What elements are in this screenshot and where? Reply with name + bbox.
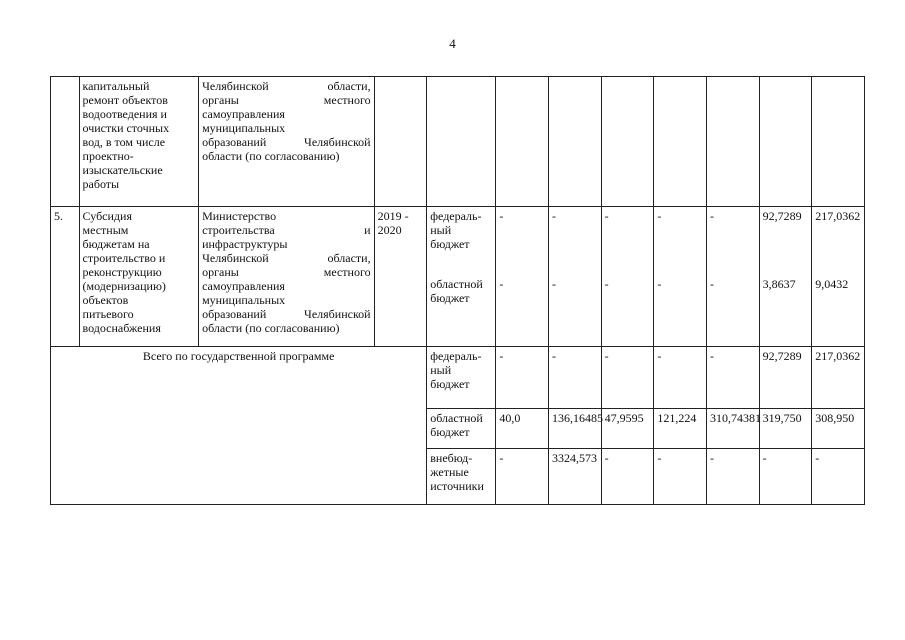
text-line: внебюд- xyxy=(430,451,473,465)
text-line: бюджетам на xyxy=(82,237,150,251)
value-cell xyxy=(706,77,759,207)
value: - xyxy=(657,209,662,223)
text-line: вод, в том числе xyxy=(82,135,166,149)
text-line: изыскательские xyxy=(82,163,163,177)
text-line: питьевого xyxy=(82,307,134,321)
value: - xyxy=(709,277,714,291)
text-line: бюджет xyxy=(430,377,470,391)
table-row xyxy=(51,77,865,207)
text-line: Челябинской области, xyxy=(202,251,371,265)
value-cell: - xyxy=(601,347,654,409)
value-cell: 217,0362 xyxy=(812,347,865,409)
value-cell: 3324,573 xyxy=(549,449,602,505)
value-cell: 40,0 xyxy=(496,409,549,449)
text-line: ремонт объектов xyxy=(82,93,168,107)
value-cell: 319,750 xyxy=(759,409,812,449)
text-line: инфраструктуры xyxy=(202,237,288,251)
value-cell xyxy=(549,207,602,347)
value-cell: - xyxy=(654,347,707,409)
text-line: образований Челябинской xyxy=(202,135,371,149)
value-cell: - xyxy=(706,347,759,409)
text-line: федераль- xyxy=(430,209,482,223)
org-cell xyxy=(199,207,375,347)
source-cell xyxy=(427,77,496,207)
total-label: Всего по государственной программе xyxy=(51,347,427,505)
value-cell xyxy=(812,77,865,207)
name-cell xyxy=(79,207,199,347)
value: 217,0362 xyxy=(815,209,861,223)
text-line: области (по согласованию) xyxy=(202,321,340,335)
text-line: Челябинской области, xyxy=(202,79,371,93)
value-cell: 310,74381 xyxy=(706,409,759,449)
text-line: строительство и xyxy=(82,251,166,265)
value: 9,0432 xyxy=(815,277,849,291)
value: - xyxy=(552,209,557,223)
program-table xyxy=(50,76,865,505)
years-cell: 2019 - 2020 xyxy=(374,207,427,347)
text-line: объектов xyxy=(82,293,129,307)
value: - xyxy=(499,209,504,223)
value-cell: - xyxy=(496,449,549,505)
org-cell xyxy=(199,77,375,207)
value: 3,8637 xyxy=(762,277,796,291)
text-line: самоуправления xyxy=(202,279,285,293)
text-line: бюджет xyxy=(430,237,470,251)
text-line: (модернизацию) xyxy=(82,279,166,293)
text-line: строительства и xyxy=(202,223,371,237)
value: - xyxy=(657,277,662,291)
value-cell: - xyxy=(706,449,759,505)
value: - xyxy=(604,277,609,291)
value-cell xyxy=(496,77,549,207)
source-cell xyxy=(427,449,496,505)
value-cell: 47,9595 xyxy=(601,409,654,449)
num-cell xyxy=(51,77,80,207)
value-cell xyxy=(706,207,759,347)
value-cell xyxy=(654,77,707,207)
text-line: областной xyxy=(430,411,483,425)
text-line: Министерство xyxy=(202,209,277,223)
text-line: реконструкцию xyxy=(82,265,162,279)
value: 92,7289 xyxy=(762,209,802,223)
source-cell xyxy=(427,207,496,347)
text-line: работы xyxy=(82,177,120,191)
value-cell: - xyxy=(812,449,865,505)
value-cell xyxy=(601,207,654,347)
value-cell: - xyxy=(654,449,707,505)
value: - xyxy=(709,209,714,223)
text-line: жетные xyxy=(430,465,469,479)
value-cell xyxy=(759,207,812,347)
value-cell xyxy=(812,207,865,347)
value-cell xyxy=(654,207,707,347)
text-line: федераль- xyxy=(430,349,482,363)
text-line: органы местного xyxy=(202,265,371,279)
text-line: органы местного xyxy=(202,93,371,107)
text-line: местным xyxy=(82,223,129,237)
text-line: бюджет xyxy=(430,291,470,305)
value-cell xyxy=(549,77,602,207)
text-line: областной xyxy=(430,277,483,291)
table-row xyxy=(51,347,865,409)
value-cell xyxy=(759,77,812,207)
text-line: области (по согласованию) xyxy=(202,149,340,163)
table-row xyxy=(51,207,865,347)
num-cell: 5. xyxy=(51,207,80,347)
text-line: капитальный xyxy=(82,79,150,93)
value-cell: 136,16485 xyxy=(549,409,602,449)
text-line: самоуправления xyxy=(202,107,285,121)
value: - xyxy=(552,277,557,291)
value-cell xyxy=(601,77,654,207)
text-line: муниципальных xyxy=(202,121,286,135)
page-number: 4 xyxy=(449,36,456,51)
text-line: муниципальных xyxy=(202,293,286,307)
years-cell xyxy=(374,77,427,207)
text-line: водоотведения и xyxy=(82,107,167,121)
value-cell: 92,7289 xyxy=(759,347,812,409)
value-cell xyxy=(496,207,549,347)
text-line: очистки сточных xyxy=(82,121,170,135)
text-line: Субсидия xyxy=(82,209,132,223)
text-line: ный xyxy=(430,363,452,377)
text-line: бюджет xyxy=(430,425,470,439)
value-cell: - xyxy=(601,449,654,505)
name-cell xyxy=(79,77,199,207)
text-line: проектно- xyxy=(82,149,134,163)
text-line: источники xyxy=(430,479,484,493)
value: - xyxy=(499,277,504,291)
value: - xyxy=(604,209,609,223)
value-cell: - xyxy=(759,449,812,505)
value-cell: 121,224 xyxy=(654,409,707,449)
source-cell xyxy=(427,409,496,449)
text-line: водоснабжения xyxy=(82,321,161,335)
text-line: ный xyxy=(430,223,452,237)
source-cell xyxy=(427,347,496,409)
value-cell: - xyxy=(496,347,549,409)
value-cell: 308,950 xyxy=(812,409,865,449)
text-line: образований Челябинской xyxy=(202,307,371,321)
value-cell: - xyxy=(549,347,602,409)
